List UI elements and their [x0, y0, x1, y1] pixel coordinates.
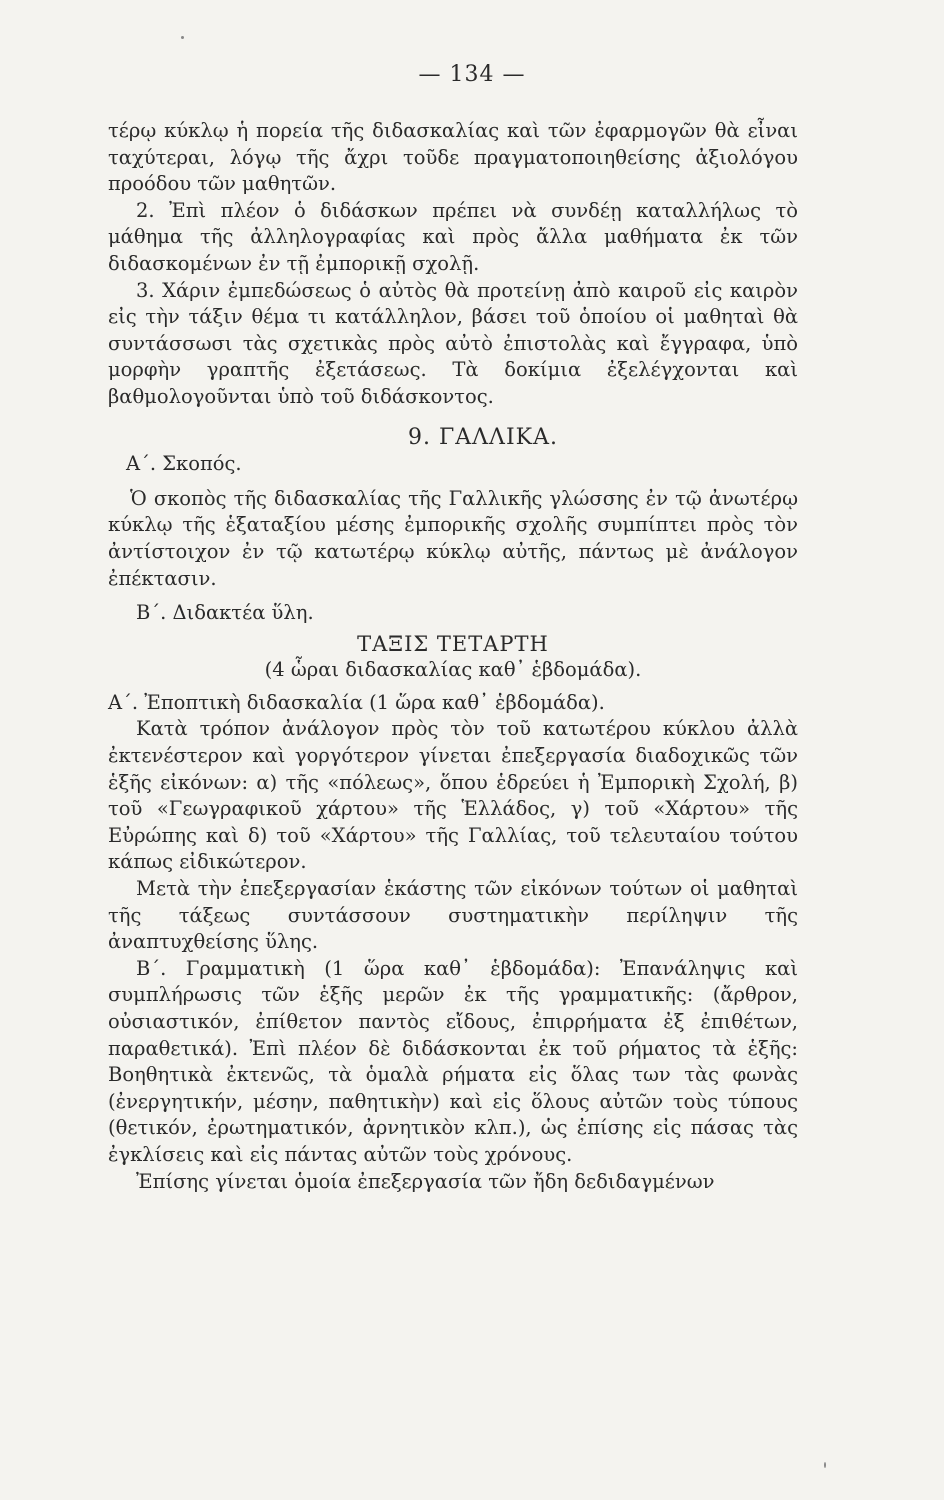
section-title-french: 9. ΓΑΛΛΙΚΑ.: [408, 424, 558, 450]
scan-speck: [181, 36, 184, 39]
paragraph-visual-teaching: Κατὰ τρόπον ἀνάλογον πρὸς τὸν τοῦ κατωτέρου κύκλου ἀλλὰ ἐκτενέστερον καὶ γοργότερον γίνεται ἐπεξεργασία διαδοχικῶς τῶν ἑξῆς εἰκόνων: α) τῆς «πόλεως», ὅπου ἑδρεύει ἡ Ἐμπορικὴ Σχολή, β) τοῦ «Γεωγραφικοῦ χάρτου» τῆς Ἑλλάδος, γ) τοῦ «Χάρτου» τῆς Εὐρώπης καὶ δ) τοῦ «Χάρτου» τῆς Γαλλίας, τοῦ τελευταίου τούτου κάπως εἰδικώτερον.: [108, 717, 798, 874]
paragraph-last: Ἐπίσης γίνεται ὁμοία ἐπεξεργασία τῶν ἤδη δεδιδαγμένων: [136, 1169, 715, 1193]
scan-speck: [824, 1462, 826, 1468]
paragraph-summary: Μετὰ τὴν ἐπεξεργασίαν ἑκάστης τῶν εἰκόνων τούτων οἱ μαθηταὶ τῆς τάξεως συντάσσουν συστηματικὴν περίληψιν τῆς ἀναπτυχθείσης ὕλης.: [108, 877, 798, 954]
class-heading: ΤΑΞΙΣ ΤΕΤΑΡΤΗ: [357, 631, 549, 656]
paragraph-point-2: 2. Ἐπὶ πλέον ὁ διδάσκων πρέπει νὰ συνδέῃ καταλλήλως τὸ μάθημα τῆς ἀλληλογραφίας καὶ πρὸς ἄλλα μαθήματα ἐκ τῶν διδασκομένων ἐν τῇ ἐμπορικῇ σχολῇ.: [108, 198, 798, 275]
class-hours: (4 ὧραι διδασκαλίας καθ᾽ ἑβδομάδα).: [264, 658, 642, 682]
page-number: — 134 —: [418, 62, 526, 87]
paragraph-grammar: Β΄. Γραμματικὴ (1 ὥρα καθ᾽ ἑβδομάδα): Ἐπανάληψις καὶ συμπλήρωσις τῶν ἑξῆς μερῶν ἐκ τῆς γραμματικῆς: (ἄρθρον, οὐσιαστικόν, ἐπίθετον παντὸς εἴδους, ἐπιρρήματα ἐξ ἐπιθέτων, παραθετικά). Ἐπὶ πλέον δὲ διδάσκονται ἐκ τοῦ ρήματος τὰ ἑξῆς: Βοηθητικὰ ἐκτενῶς, τὰ ὁμαλὰ ρήματα εἰς ὅλας των τὰς φωνὰς (ἐνεργητικήν, μέσην, παθητικὴν) καὶ εἰς ὅλους αὐτῶν τοὺς τύπους (θετικόν, ἐρωτηματικόν, ἀρνητικὸν κλπ.), ὡς ἐπίσης εἰς πάσας τὰς ἐγκλίσεις καὶ εἰς πάντας αὐτῶν τοὺς χρόνους.: [108, 956, 798, 1166]
page-body: [108, 118, 798, 1195]
paragraph-point-3: 3. Χάριν ἐμπεδώσεως ὁ αὐτὸς θὰ προτείνῃ ἀπὸ καιροῦ εἰς καιρὸν εἰς τὴν τάξιν θέμα τι κατάλληλον, βάσει τοῦ ὁποίου οἱ μαθηταὶ θὰ συντάσσωσι τὰς σχετικὰς πρὸς αὐτὸ ἐπιστολὰς καὶ ἔγγραφα, ὑπὸ μορφὴν γραπτῆς ἐξετάσεως. Τὰ δοκίμια ἐξελέγχονται καὶ βαθμολογοῦνται ὑπὸ τοῦ διδάσκοντος.: [108, 278, 798, 408]
paragraph-purpose: Ὁ σκοπὸς τῆς διδασκαλίας τῆς Γαλλικῆς γλώσσης ἐν τῷ ἀνωτέρῳ κύκλῳ τῆς ἑξαταξίου μέσης ἐμπορικῆς σχολῆς συμπίπτει πρὸς τὸν ἀντίστοιχον ἐν τῷ κατωτέρῳ κύκλῳ αὐτῆς, πάντως μὲ ἀνάλογον ἐπέκτασιν.: [108, 486, 798, 590]
paragraph-intro: τέρῳ κύκλῳ ἡ πορεία τῆς διδασκαλίας καὶ τῶν ἐφαρμογῶν θὰ εἶναι ταχύτεραι, λόγῳ τῆς ἄχρι τοῦδε πραγματοποιηθείσης ἀξιολόγου προόδου τῶν μαθητῶν.: [108, 119, 798, 196]
visual-teaching-heading: Α΄. Ἐποπτικὴ διδασκαλία (1 ὥρα καθ᾽ ἑβδομάδα).: [108, 690, 605, 714]
subheading-material: Β΄. Διδακτέα ὕλη.: [136, 601, 314, 625]
subheading-purpose: Α΄. Σκοπός.: [126, 452, 242, 476]
